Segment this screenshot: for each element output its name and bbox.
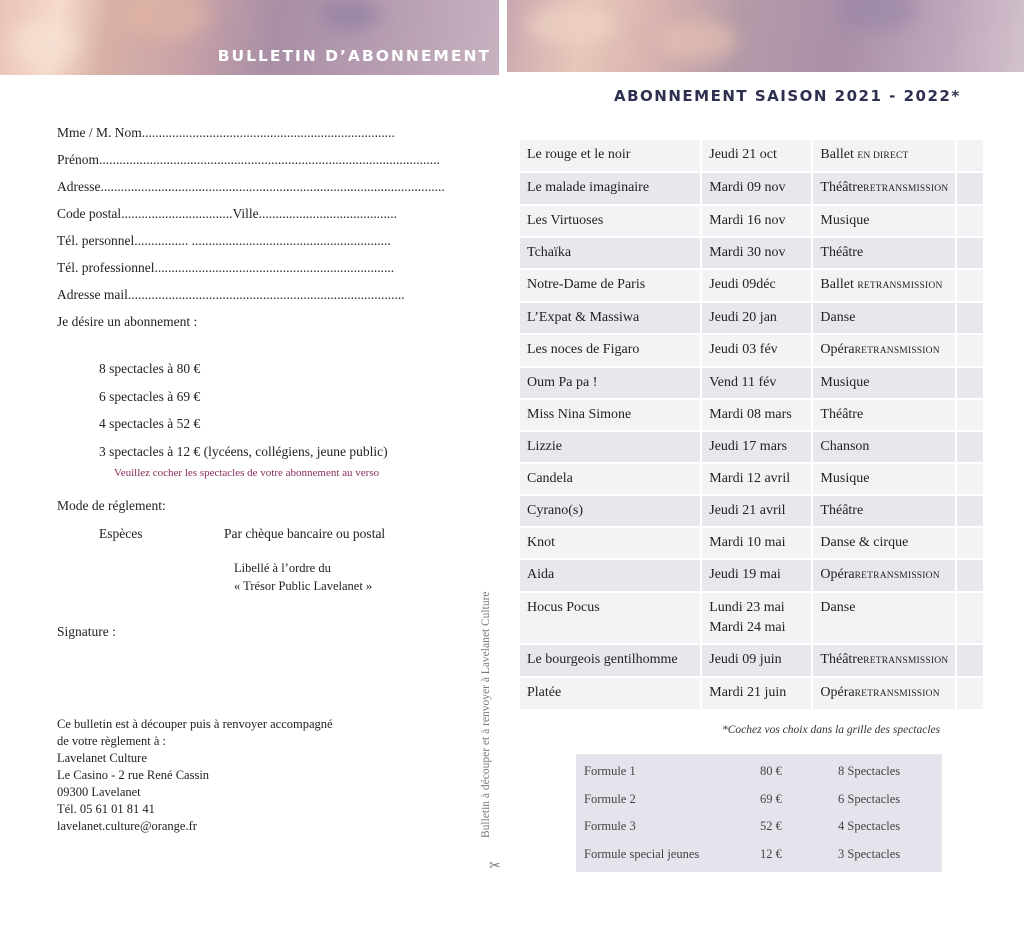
option-3-shows[interactable]: 3 spectacles à 12 € (lycéens, collégiens, jeune public) <box>99 443 388 459</box>
show-row <box>520 495 984 527</box>
header-banner-right <box>507 0 1024 72</box>
show-genre-label: Opéra <box>820 685 855 700</box>
show-genre-label: Danse & cirque <box>820 535 909 550</box>
show-title: Les noces de Figaro <box>520 334 701 367</box>
show-genre <box>812 431 956 463</box>
scissors-icon: ✂ <box>489 858 501 874</box>
show-title: Oum Pa pa ! <box>520 367 701 399</box>
show-checkbox[interactable] <box>956 592 984 644</box>
show-row <box>520 237 984 269</box>
show-genre <box>812 172 956 205</box>
show-title: Miss Nina Simone <box>520 399 701 431</box>
show-title: Candela <box>520 463 701 495</box>
show-genre-label: Musique <box>820 213 870 228</box>
show-checkbox[interactable] <box>956 431 984 463</box>
show-date-line: Mardi 16 nov <box>709 213 786 228</box>
show-title: Aida <box>520 559 701 592</box>
show-genre-label: Théâtre <box>820 407 864 422</box>
subscription-options <box>99 361 388 471</box>
show-checkbox[interactable] <box>956 269 984 302</box>
show-tag: EN DIRECT <box>857 151 909 161</box>
show-date <box>701 269 812 302</box>
show-genre-label: Théâtre <box>820 503 864 518</box>
show-row <box>520 205 984 237</box>
show-checkbox[interactable] <box>956 237 984 269</box>
payment-cash[interactable]: Espèces <box>99 526 143 541</box>
show-row <box>520 302 984 334</box>
show-date-line: Jeudi 03 fév <box>709 342 778 357</box>
show-checkbox[interactable] <box>956 399 984 431</box>
show-date-line: Jeudi 17 mars <box>709 439 788 454</box>
show-date <box>701 527 812 559</box>
bulletin-title: BULLETIN D’ABONNEMENT <box>217 47 491 65</box>
formule-price: 69 € <box>760 791 782 806</box>
show-genre <box>812 367 956 399</box>
show-date <box>701 302 812 334</box>
show-date <box>701 367 812 399</box>
show-checkbox[interactable] <box>956 367 984 399</box>
show-row <box>520 399 984 431</box>
subscription-label: Je désire un abonnement : <box>57 314 198 329</box>
show-date-line: Jeudi 09 juin <box>709 652 782 667</box>
address-line: Le Casino - 2 rue René Cassin <box>57 768 210 782</box>
show-genre-label: Ballet <box>820 277 854 292</box>
show-date-line: Jeudi 09déc <box>709 277 776 292</box>
show-date-line: Mardi 09 nov <box>709 180 786 195</box>
show-genre <box>812 644 956 677</box>
show-date-line: Mardi 10 mai <box>709 535 786 550</box>
show-genre <box>812 592 956 644</box>
show-date <box>701 644 812 677</box>
show-genre <box>812 302 956 334</box>
work-phone-field[interactable]: Tél. professionnel....................................................................... <box>57 260 395 275</box>
show-title: Tchaïka <box>520 237 701 269</box>
show-row <box>520 592 984 644</box>
show-title: Platée <box>520 677 701 710</box>
show-date-line: Jeudi 21 oct <box>709 147 777 162</box>
formule-name: Formule 2 <box>584 791 636 806</box>
show-date-line: Lundi 23 mai <box>709 600 785 615</box>
formule-price: 12 € <box>760 846 782 861</box>
show-row <box>520 172 984 205</box>
show-title: Cyrano(s) <box>520 495 701 527</box>
show-date-line: Jeudi 19 mai <box>709 567 781 582</box>
season-title: ABONNEMENT SAISON 2021 - 2022* <box>614 87 961 105</box>
show-date <box>701 237 812 269</box>
show-date <box>701 431 812 463</box>
show-row <box>520 367 984 399</box>
name-field[interactable]: Mme / M. Nom........................................................................... <box>57 125 395 140</box>
show-genre <box>812 399 956 431</box>
signature-label: Signature : <box>57 624 116 639</box>
show-genre <box>812 677 956 710</box>
show-row <box>520 644 984 677</box>
formule-name: Formule 1 <box>584 764 636 778</box>
shows-grid <box>520 140 985 711</box>
show-title: Les Virtuoses <box>520 205 701 237</box>
header-banner-left <box>0 0 499 75</box>
formule-name: Formule 3 <box>584 819 636 833</box>
show-date-line: Jeudi 21 avril <box>709 503 786 518</box>
address-line: Tél. 05 61 01 81 41 <box>57 802 155 816</box>
show-row <box>520 527 984 559</box>
show-date <box>701 140 812 172</box>
show-genre-label: Danse <box>820 310 856 325</box>
address-line: Lavelanet Culture <box>57 751 147 765</box>
show-checkbox[interactable] <box>956 302 984 334</box>
show-tag: RETRANSMISSION <box>863 184 949 194</box>
show-date <box>701 677 812 710</box>
show-tag: RETRANSMISSION <box>863 656 949 666</box>
address-line: Ce bulletin est à découper puis à renvoyer accompagné <box>57 717 333 731</box>
show-date-line: Mardi 08 mars <box>709 407 792 422</box>
payment-cheque[interactable]: Par chèque bancaire ou postal <box>224 526 386 541</box>
show-genre <box>812 140 956 172</box>
show-checkbox[interactable] <box>956 644 984 677</box>
show-date <box>701 399 812 431</box>
address-line: de votre règlement à : <box>57 734 166 748</box>
show-date-line: Mardi 21 juin <box>709 685 787 700</box>
formule-count: 4 Spectacles <box>838 819 901 833</box>
cheque-payee-line2: « Trésor Public Lavelanet » <box>234 579 373 593</box>
show-genre-label: Théâtre <box>820 652 864 667</box>
show-tag: RETRANSMISSION <box>857 281 943 291</box>
show-genre <box>812 463 956 495</box>
show-genre <box>812 527 956 559</box>
show-checkbox[interactable] <box>956 559 984 592</box>
show-genre-label: Opéra <box>820 342 855 357</box>
show-genre <box>812 237 956 269</box>
show-title: L’Expat & Massiwa <box>520 302 701 334</box>
show-date <box>701 205 812 237</box>
email-field[interactable]: Adresse mail.................................................................................. <box>57 287 405 302</box>
show-genre-label: Ballet <box>820 147 854 162</box>
show-genre-label: Théâtre <box>820 245 864 260</box>
show-genre-label: Théâtre <box>820 180 864 195</box>
cheque-payee-line1: Libellé à l’ordre du <box>234 561 331 575</box>
grid-note: *Cochez vos choix dans la grille des spectacles <box>722 724 941 736</box>
formule-price: 52 € <box>760 819 782 833</box>
show-row <box>520 269 984 302</box>
show-date-line: Mardi 24 mai <box>709 620 786 635</box>
show-genre-label: Danse <box>820 600 856 615</box>
cut-instruction-vertical: Bulletin à découper et à renvoyer à Lavelanet Culture <box>480 591 492 838</box>
show-row <box>520 463 984 495</box>
show-date <box>701 463 812 495</box>
show-title: Le malade imaginaire <box>520 172 701 205</box>
show-date-line: Mardi 30 nov <box>709 245 786 260</box>
show-title: Le rouge et le noir <box>520 140 701 172</box>
show-row <box>520 559 984 592</box>
formule-count: 6 Spectacles <box>838 791 901 806</box>
payment-mode-label: Mode de réglement: <box>57 498 166 513</box>
show-date <box>701 172 812 205</box>
show-title: Le bourgeois gentilhomme <box>520 644 701 677</box>
show-row <box>520 677 984 710</box>
show-date-line: Vend 11 fév <box>709 375 777 390</box>
show-genre-label: Musique <box>820 375 870 390</box>
show-title: Hocus Pocus <box>520 592 701 644</box>
formule-count: 8 Spectacles <box>838 764 901 778</box>
show-date <box>701 334 812 367</box>
address-line: lavelanet.culture@orange.fr <box>57 819 197 833</box>
show-date-line: Mardi 12 avril <box>709 471 791 486</box>
show-title: Lizzie <box>520 431 701 463</box>
subscription-form <box>57 124 467 340</box>
show-date <box>701 495 812 527</box>
option-6-shows[interactable]: 6 spectacles à 69 € <box>99 388 201 404</box>
show-genre <box>812 559 956 592</box>
address-line: 09300 Lavelanet <box>57 785 141 799</box>
show-row <box>520 334 984 367</box>
show-genre-label: Musique <box>820 471 870 486</box>
show-tag: RETRANSMISSION <box>854 346 940 356</box>
formule-name: Formule special jeunes <box>584 846 700 861</box>
check-shows-note: Veuillez cocher les spectacles de votre abonnement au verso <box>114 467 380 479</box>
cheque-payee <box>234 559 372 595</box>
show-checkbox[interactable] <box>956 334 984 367</box>
show-checkbox[interactable] <box>956 495 984 527</box>
show-genre <box>812 334 956 367</box>
show-checkbox[interactable] <box>956 172 984 205</box>
show-date-line: Jeudi 20 jan <box>709 310 777 325</box>
personal-phone-field[interactable]: Tél. personnel................ ........................................................... <box>57 233 391 248</box>
show-checkbox[interactable] <box>956 527 984 559</box>
show-checkbox[interactable] <box>956 205 984 237</box>
address-field[interactable]: Adresse...................................................................................................... <box>57 179 445 194</box>
show-row <box>520 140 984 172</box>
show-genre-label: Chanson <box>820 439 870 454</box>
show-genre <box>812 269 956 302</box>
show-title: Notre-Dame de Paris <box>520 269 701 302</box>
firstname-field[interactable]: Prénom..................................................................................................... <box>57 152 440 167</box>
formule-price: 80 € <box>760 764 782 778</box>
show-date <box>701 559 812 592</box>
show-genre <box>812 495 956 527</box>
formules-table <box>576 754 942 872</box>
show-genre <box>812 205 956 237</box>
show-tag: RETRANSMISSION <box>854 571 940 581</box>
show-checkbox[interactable] <box>956 140 984 172</box>
return-address <box>57 716 333 835</box>
formule-count: 3 Spectacles <box>838 846 901 861</box>
show-genre-label: Opéra <box>820 567 855 582</box>
show-row <box>520 431 984 463</box>
option-4-shows[interactable]: 4 spectacles à 52 € <box>99 416 201 431</box>
show-title: Knot <box>520 527 701 559</box>
show-checkbox[interactable] <box>956 677 984 710</box>
option-8-shows[interactable]: 8 spectacles à 80 € <box>99 361 201 376</box>
show-date <box>701 592 812 644</box>
show-checkbox[interactable] <box>956 463 984 495</box>
show-tag: RETRANSMISSION <box>854 689 940 699</box>
postal-city-field[interactable]: Code postal.................................Ville......................................... <box>57 206 398 221</box>
